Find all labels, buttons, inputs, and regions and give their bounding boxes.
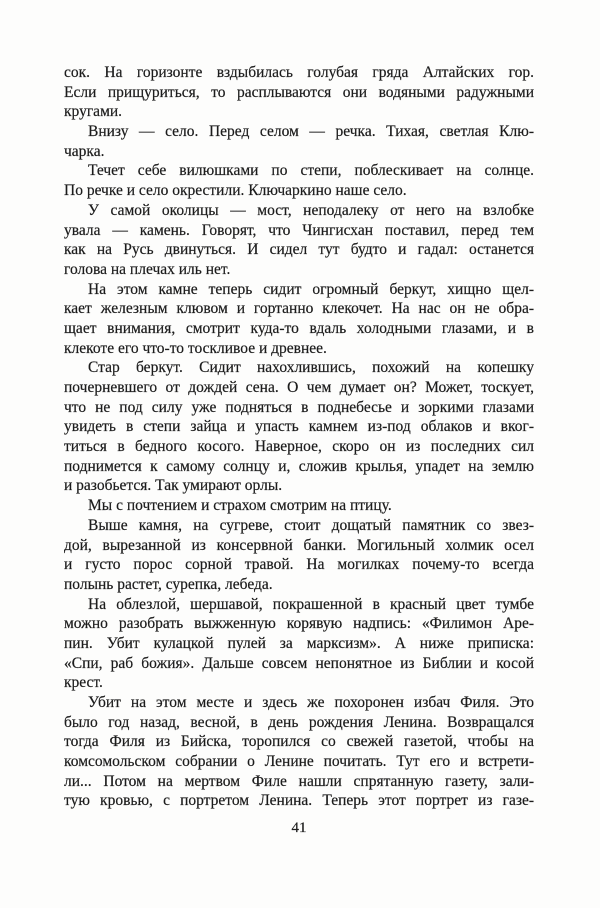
text-line: «Спи, раб божия». Дальше совсем непонятное из Библии и косой (64, 654, 534, 672)
text-line: крест. (64, 674, 103, 692)
text-line: увидеть в степи зайца и упасть камнем из-под облаков и вког- (64, 418, 534, 436)
text-line: Мы с почтением и страхом смотрим на птицу. (88, 497, 392, 515)
text-line: сок. На горизонте вздыбилась голубая гряда Алтайских гор. (64, 64, 534, 81)
text-line: как на Русь двинуться. И сидел тут будто и гадал: останется (64, 241, 534, 259)
text-line: На этом камне теперь сидит огромный беркут, хищно щел- (88, 280, 534, 298)
text-line: щает внимания, смотрит куда-то вдаль холодными глазами, и в (64, 319, 534, 337)
page-text (64, 63, 534, 811)
text-line: тую кровью, с портретом Ленина. Теперь этот портрет из газе- (64, 792, 534, 810)
text-line: полынь растет, сурепка, лебеда. (64, 575, 273, 593)
text-line: У самой околицы — мост, неподалеку от него на взлобке (88, 201, 534, 219)
text-line: кругами. (64, 103, 123, 121)
text-line: было год назад, весной, в день рождения Ленина. Возвращался (64, 713, 534, 731)
text-line: По речке и село окрестили. Ключаркино наше село. (64, 182, 407, 200)
text-line: можно разобрать выжженную корявую надпись: «Филимон Аре- (64, 615, 534, 633)
text-line: Убит на этом месте и здесь же похоронен избач Филя. Это (88, 694, 534, 711)
text-line: ли... Потом на мертвом Филе нашли спрятанную газету, зали- (64, 772, 534, 790)
text-line: Внизу — село. Перед селом — речка. Тихая, светлая Клю- (88, 123, 534, 141)
text-line: и разобьется. Так умирают орлы. (64, 477, 283, 495)
text-line: На облезлой, шершавой, покрашенной в красный цвет тумбе (88, 595, 534, 613)
text-line: поднимется к самому солнцу и, сложив крылья, упадет на землю (64, 457, 534, 475)
text-line: чарка. (64, 142, 105, 160)
text-line: кает железным клювом и гортанно клекочет. На нас он не обра- (64, 300, 534, 318)
text-line: тогда Филя из Бийска, торопился со свежей газетой, чтобы на (64, 733, 534, 751)
text-line: Выше камня, на сугреве, стоит дощатый памятник со звез- (88, 516, 534, 534)
text-line: титься в бедного косого. Наверное, скоро он из последних сил (64, 438, 534, 456)
text-line: Течет себе вилюшками по степи, поблескивает на солнце. (88, 162, 534, 180)
text-line: дой, вырезанной из консервной банки. Могильный холмик осел (64, 536, 534, 554)
page-number: 41 (291, 820, 307, 836)
text-line: увала — камень. Говорят, что Чингисхан поставил, перед тем (64, 221, 534, 239)
text-line: комсомольском собрании о Ленине почитать. Тут его и встрети- (64, 753, 534, 771)
text-line: клекоте его что-то тоскливое и древнее. (64, 339, 327, 357)
text-line: что не под силу уже подняться в поднебесье и зоркими глазами (64, 398, 534, 416)
text-line: голова на плечах иль нет. (64, 260, 231, 278)
text-line: Если прищуриться, то расплываются они водяными радужными (64, 83, 534, 101)
text-line: Стар беркут. Сидит нахохлившись, похожий на копешку (88, 359, 534, 377)
text-line: почерневшего от дождей сена. О чем думает он? Может, тоскует, (64, 379, 534, 396)
text-line: пин. Убит кулацкой пулей за марксизм». А ниже приписка: (64, 634, 534, 652)
text-line: и густо порос сорной травой. На могилках почему-то всегда (64, 556, 534, 574)
